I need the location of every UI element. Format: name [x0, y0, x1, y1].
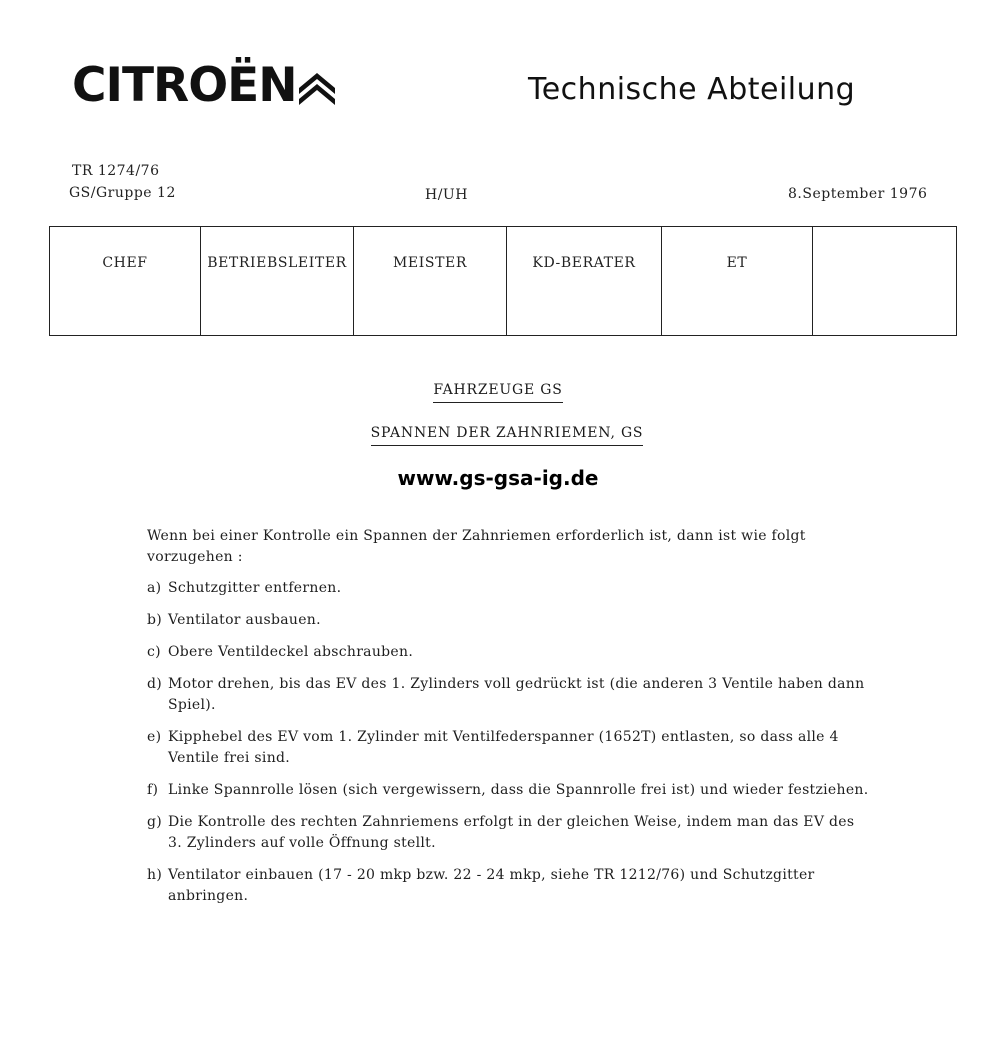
vehicle-heading: FAHRZEUGE GS — [0, 379, 1000, 403]
group-number: GS/Gruppe 12 — [69, 185, 176, 201]
department-title: Technische Abteilung — [528, 72, 856, 107]
website-link[interactable]: www.gs-gsa-ig.de — [397, 466, 599, 490]
distribution-cell: KD-BERATER — [507, 227, 662, 336]
step-text: Obere Ventildeckel abschrauben. — [168, 644, 414, 660]
step-label: c) — [147, 644, 161, 660]
distribution-cell: BETRIEBSLEITER — [201, 227, 354, 336]
step-label: h) — [147, 867, 163, 883]
step-text: Die Kontrolle des rechten Zahnriemens erfolgt in der gleichen Weise, indem man das EV des 3. Zylinders auf volle Öffnung stellt. — [168, 814, 855, 851]
step-text: Ventilator ausbauen. — [168, 612, 321, 628]
list-item — [147, 727, 907, 769]
list-item — [147, 610, 907, 631]
list-item — [147, 578, 907, 599]
list-item — [147, 674, 907, 716]
subject-heading: SPANNEN DER ZAHNRIEMEN, GS — [0, 422, 1000, 446]
author-code: H/UH — [425, 187, 468, 203]
step-label: g) — [147, 814, 163, 830]
step-label: b) — [147, 612, 163, 628]
reference-number: TR 1274/76 — [72, 163, 160, 179]
step-label: d) — [147, 676, 163, 692]
steps-list — [147, 578, 907, 918]
step-text: Ventilator einbauen (17 - 20 mkp bzw. 22 - 24 mkp, siehe TR 1212/76) und Schutzgitter anbringen. — [168, 867, 815, 904]
distribution-table — [49, 226, 957, 336]
distribution-cell: ET — [662, 227, 813, 336]
distribution-cell: CHEF — [50, 227, 201, 336]
step-text: Schutzgitter entfernen. — [168, 580, 342, 596]
step-text: Linke Spannrolle lösen (sich vergewissern, dass die Spannrolle frei ist) und wieder festziehen. — [168, 782, 869, 798]
logo-text: CITROËN — [72, 58, 297, 113]
step-text: Kipphebel des EV vom 1. Zylinder mit Ventilfederspanner (1652T) entlasten, so dass alle 4 Ventile frei sind. — [168, 729, 839, 766]
double-chevron-icon — [299, 71, 335, 105]
citroen-logo — [72, 58, 335, 113]
step-label: f) — [147, 782, 159, 798]
list-item — [147, 780, 907, 801]
document-date: 8.September 1976 — [788, 186, 928, 202]
distribution-cell — [813, 227, 957, 336]
list-item — [147, 642, 907, 663]
intro-paragraph: Wenn bei einer Kontrolle ein Spannen der Zahnriemen erforderlich ist, dann ist wie folgt vorzugehen : — [147, 528, 806, 565]
step-label: e) — [147, 729, 162, 745]
step-label: a) — [147, 580, 162, 596]
step-text: Motor drehen, bis das EV des 1. Zylinders voll gedrückt ist (die anderen 3 Ventile haben dann Spiel). — [168, 676, 865, 713]
list-item — [147, 812, 907, 854]
list-item — [147, 865, 907, 907]
distribution-cell: MEISTER — [354, 227, 507, 336]
